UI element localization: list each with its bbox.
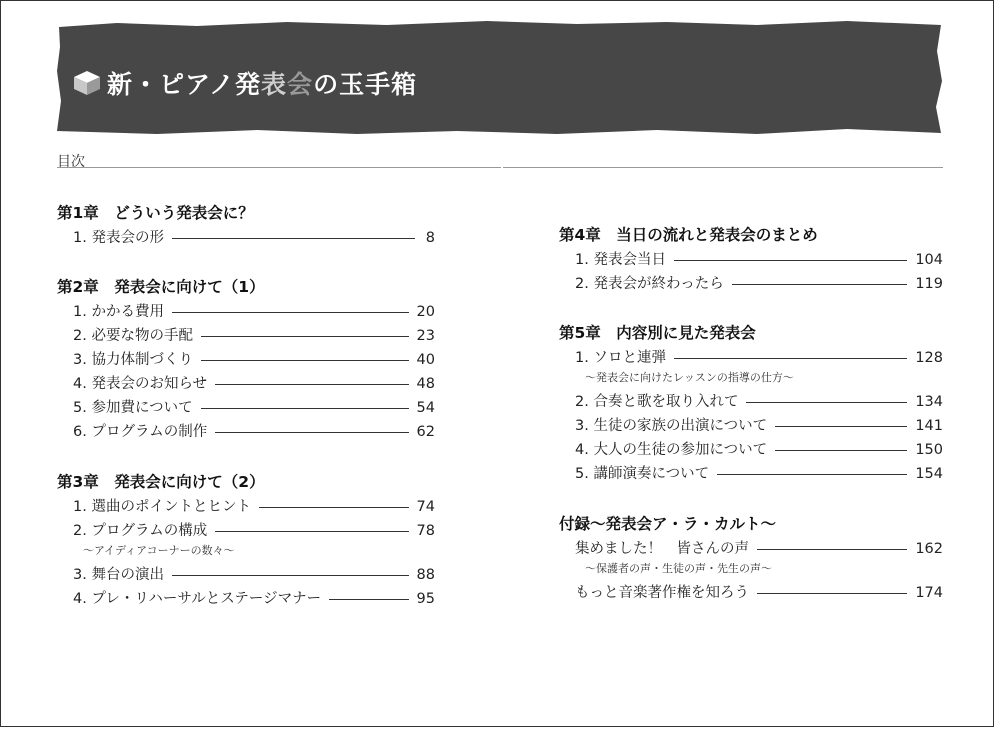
toc-entry[interactable]: 4. 発表会のお知らせ 48 [57,372,435,396]
book-title [73,65,417,102]
title-part: 発 [235,70,262,99]
toc-entry[interactable]: 5. 講師演奏について 154 [559,462,943,486]
toc-entry[interactable]: 1. 発表会当日 104 [559,248,943,272]
toc-entry[interactable]: 1. かかる費用 20 [57,300,435,324]
toc-entry[interactable]: 1. 選曲のポイントとヒント 74 [57,495,435,519]
chapter-heading: 第5章 内容別に見た発表会 [559,324,756,342]
title-part: 表 [261,70,288,99]
toc-entry[interactable]: 2. 発表会が終わったら 119 [559,272,943,296]
toc-entry[interactable]: 2. 必要な物の手配 23 [57,324,435,348]
toc-entry[interactable]: 1. ソロと連弾 128 [559,346,943,370]
toc-entry[interactable]: 2. プログラムの構成 78 [57,519,435,543]
toc-right-column [559,223,943,605]
title-part: 会 [287,70,314,99]
cube-icon [73,70,101,102]
entry-subtitle: 〜発表会に向けたレッスンの指導の仕方〜 [585,371,794,384]
chapter-heading: 第1章 どういう発表会に？ [57,204,254,222]
chapter-heading: 付録〜発表会ア・ラ・カルト〜 [559,515,777,533]
toc-entry[interactable]: 5. 参加費について 54 [57,396,435,420]
toc-entry[interactable]: 2. 合奏と歌を取り入れて 134 [559,390,943,414]
chapter-heading: 第4章 当日の流れと発表会のまとめ [559,226,818,244]
title-part: 新・ピアノ [107,70,236,99]
toc-heading: 目次 [57,154,85,170]
toc-entry[interactable]: 4. 大人の生徒の参加について 150 [559,438,943,462]
toc-entry[interactable]: 1. 発表会の形 8 [57,226,435,250]
toc-entry[interactable]: 3. 舞台の演出 88 [57,563,435,587]
toc-entry[interactable]: 集めました！ 皆さんの声 162 [559,537,943,561]
toc-entry[interactable]: もっと音楽著作権を知ろう 174 [559,581,943,605]
chapter-heading: 第3章 発表会に向けて（2） [57,473,265,491]
title-part: の玉手箱 [313,70,418,99]
toc-entry[interactable]: 6. プログラムの制作 62 [57,420,435,444]
toc-entry[interactable]: 4. プレ・リハーサルとステージマナー 95 [57,587,435,611]
entry-subtitle: 〜保護者の声・生徒の声・先生の声〜 [585,562,772,575]
divider [503,167,943,168]
entry-subtitle: 〜アイディアコーナーの数々〜 [83,544,235,557]
toc-entry[interactable]: 3. 協力体制づくり 40 [57,348,435,372]
divider [57,167,501,168]
chapter-heading: 第2章 発表会に向けて（1） [57,278,265,296]
toc-left-column [57,201,435,611]
toc-entry[interactable]: 3. 生徒の家族の出演について 141 [559,414,943,438]
